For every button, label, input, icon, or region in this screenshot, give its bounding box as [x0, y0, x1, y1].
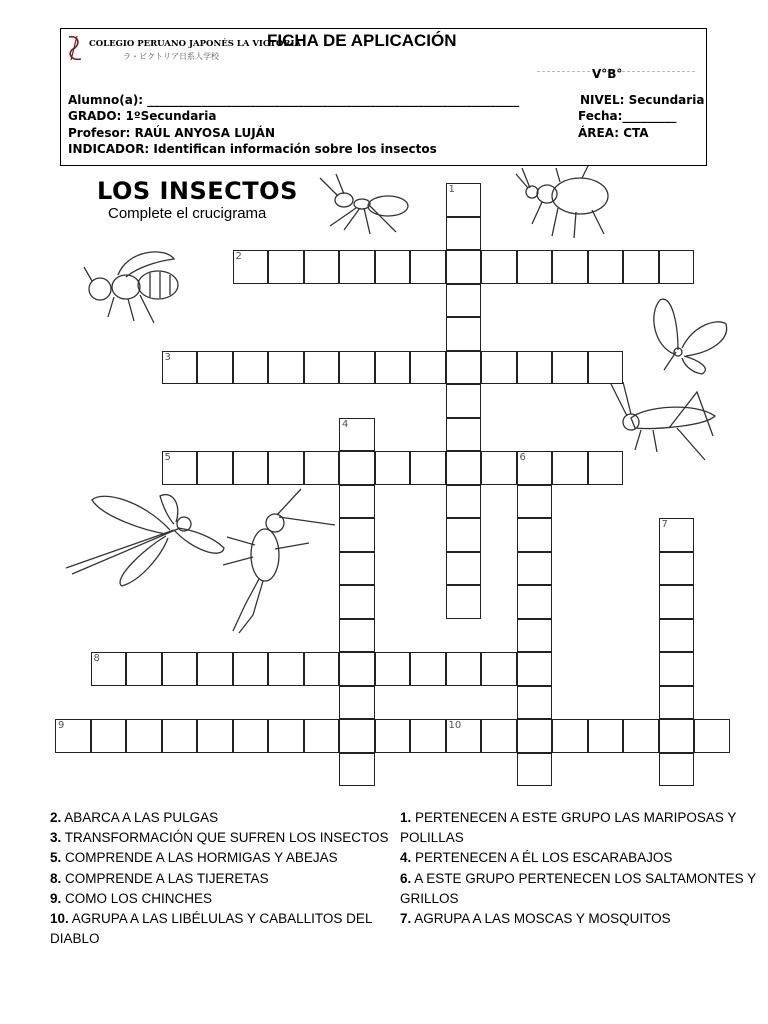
crossword-cell[interactable] — [339, 518, 375, 552]
crossword-cell[interactable] — [517, 686, 553, 720]
teacher-label: Profesor: RAÚL ANYOSA LUJÁN — [68, 126, 275, 140]
clue-line-text: POLILLAS — [400, 830, 464, 846]
school-logo-icon — [65, 33, 85, 63]
clue-line — [50, 909, 372, 929]
crossword-cell[interactable] — [659, 250, 695, 284]
crossword-cell[interactable] — [517, 250, 553, 284]
clue-line-number: 9. — [50, 890, 62, 906]
clue-line-number: 4. — [400, 850, 412, 866]
crossword-cell[interactable] — [446, 585, 482, 619]
worksheet-title: LOS INSECTOS — [97, 177, 298, 205]
crossword-cell[interactable] — [410, 351, 446, 385]
crossword-cell[interactable] — [268, 652, 304, 686]
crossword-cell[interactable] — [410, 250, 446, 284]
crossword-cell[interactable] — [446, 418, 482, 452]
crossword-cell[interactable] — [446, 485, 482, 519]
vb-label: V°B° — [592, 67, 623, 81]
ant-icon — [300, 170, 420, 240]
crossword-cell[interactable] — [659, 585, 695, 619]
clue-line-text: TRANSFORMACIÓN QUE SUFREN LOS INSECTOS — [61, 830, 389, 846]
clue-line — [400, 808, 736, 828]
date-field[interactable]: Fecha:_________ — [578, 109, 677, 123]
crossword-cell[interactable] — [126, 652, 162, 686]
butterfly-icon — [638, 294, 730, 376]
crossword-cell[interactable] — [197, 719, 233, 753]
clue-line-text: GRILLOS — [400, 890, 459, 906]
crossword-cell[interactable] — [659, 753, 695, 787]
crossword-cell[interactable] — [659, 652, 695, 686]
crossword-cell[interactable] — [446, 451, 482, 485]
beetle-icon — [512, 164, 612, 242]
crossword-cell[interactable] — [91, 719, 127, 753]
crossword-cell[interactable] — [410, 451, 446, 485]
crossword-cell[interactable] — [552, 351, 588, 385]
crossword-cell[interactable] — [339, 619, 375, 653]
clue-line — [400, 848, 672, 868]
crossword-cell[interactable] — [481, 351, 517, 385]
clue-line-number: 8. — [50, 870, 62, 886]
clue-number: 7 — [661, 519, 668, 530]
crossword-cell[interactable] — [233, 719, 269, 753]
crossword-cell[interactable] — [659, 552, 695, 586]
crossword-cell[interactable] — [481, 451, 517, 485]
clue-line-number: 6. — [400, 870, 412, 886]
crossword-cell[interactable] — [339, 753, 375, 787]
crossword-cell[interactable] — [588, 250, 624, 284]
clue-number: 2 — [235, 251, 242, 262]
crossword-cell[interactable] — [268, 351, 304, 385]
crossword-cell[interactable] — [659, 686, 695, 720]
crossword-cell[interactable] — [304, 652, 340, 686]
crossword-cell[interactable] — [446, 518, 482, 552]
clue-line-number: 1. — [400, 810, 412, 825]
crossword-cell[interactable] — [268, 719, 304, 753]
crossword-cell[interactable] — [623, 719, 659, 753]
crossword-cell[interactable] — [233, 351, 269, 385]
crossword-cell[interactable] — [446, 217, 482, 251]
crossword-cell[interactable] — [339, 351, 375, 385]
crossword-cell[interactable] — [446, 351, 482, 385]
clue-line — [50, 828, 389, 848]
clue-line-text: AGRUPA A LAS LIBÉLULAS Y CABALLITOS DEL — [68, 911, 373, 926]
crossword-cell[interactable] — [517, 351, 553, 385]
crossword-cell[interactable] — [197, 652, 233, 686]
crossword-cell[interactable] — [339, 485, 375, 519]
crossword-cell[interactable] — [339, 686, 375, 720]
clue-number: 5 — [164, 452, 171, 463]
clue-line-text: A ESTE GRUPO PERTENECEN LOS SALTAMONTES Y — [411, 870, 757, 886]
clue-line-text: DIABLO — [50, 931, 100, 947]
clue-line-text: AGRUPA A LAS MOSCAS Y MOSQUITOS — [411, 911, 671, 926]
crossword-cell[interactable] — [446, 384, 482, 418]
crossword-cell[interactable] — [517, 753, 553, 787]
crossword-cell[interactable] — [410, 652, 446, 686]
crossword-cell[interactable] — [339, 652, 375, 686]
indicator-label: INDICADOR: Identifican información sobre los insectos — [68, 142, 437, 156]
clue-line-text: COMPRENDE A LAS HORMIGAS Y ABEJAS — [61, 850, 338, 866]
crossword-cell[interactable] — [233, 451, 269, 485]
clue-line-text: COMPRENDE A LAS TIJERETAS — [61, 870, 269, 886]
crossword-cell[interactable] — [517, 619, 553, 653]
dragonfly-icon — [62, 490, 227, 590]
clue-line — [400, 909, 671, 929]
worksheet-subtitle: Complete el crucigrama — [108, 205, 267, 222]
school-name: COLEGIO PERUANO JAPONÉS LA VICTORIA — [89, 39, 302, 49]
crossword-cell[interactable] — [375, 451, 411, 485]
area-label: ÁREA: CTA — [578, 126, 649, 140]
crossword-cell[interactable] — [339, 552, 375, 586]
crossword-cell[interactable] — [552, 250, 588, 284]
clue-number: 1 — [448, 184, 455, 195]
crossword-cell[interactable] — [623, 250, 659, 284]
crossword-cell[interactable] — [446, 250, 482, 284]
clue-line-text: COMO LOS CHINCHES — [61, 890, 213, 906]
clue-number: 3 — [164, 351, 171, 363]
clue-number: 6 — [519, 452, 526, 463]
crossword-cell[interactable] — [481, 719, 517, 753]
crossword-cell[interactable] — [694, 719, 730, 753]
crossword-cell[interactable] — [481, 652, 517, 686]
crossword-cell[interactable] — [339, 585, 375, 619]
clue-line-number: 10. — [50, 911, 69, 926]
crossword-cell[interactable] — [517, 585, 553, 619]
crossword-cell[interactable] — [197, 451, 233, 485]
crossword-cell[interactable] — [375, 351, 411, 385]
earwig-icon — [205, 485, 340, 635]
clue-line-number: 2. — [50, 810, 62, 825]
clue-line-number: 7. — [400, 911, 412, 926]
crossword-cell[interactable] — [446, 284, 482, 318]
crossword-cell[interactable] — [517, 719, 553, 753]
clue-number: 4 — [342, 418, 349, 430]
clue-line — [400, 889, 459, 909]
clue-line — [400, 828, 464, 848]
level-label: NIVEL: Secundaria — [580, 93, 705, 107]
crossword-cell[interactable] — [588, 351, 624, 385]
crossword-cell[interactable] — [481, 250, 517, 284]
clue-line — [50, 889, 212, 909]
school-name-japanese: ラ・ビクトリア日系人学校 — [123, 52, 219, 61]
clue-number: 8 — [93, 653, 100, 664]
crossword-cell[interactable] — [517, 652, 553, 686]
clue-line-text: PERTENECEN A ÉL LOS ESCARABAJOS — [411, 850, 673, 866]
clue-line-text: PERTENECEN A ESTE GRUPO LAS MARIPOSAS Y — [411, 810, 737, 825]
crossword-cell[interactable] — [446, 552, 482, 586]
header-box — [60, 28, 707, 166]
crossword-cell[interactable] — [588, 451, 624, 485]
crossword-cell[interactable] — [339, 451, 375, 485]
crossword-cell[interactable] — [126, 719, 162, 753]
crossword-cell[interactable] — [517, 552, 553, 586]
crossword-cell[interactable] — [375, 250, 411, 284]
crossword-cell[interactable] — [552, 451, 588, 485]
crossword-cell[interactable] — [446, 317, 482, 351]
crossword-cell[interactable] — [339, 250, 375, 284]
clue-line-number: 3. — [50, 830, 62, 846]
crossword-cell[interactable] — [233, 652, 269, 686]
crossword-cell[interactable] — [268, 250, 304, 284]
clue-line — [50, 808, 218, 828]
clue-line — [50, 848, 338, 868]
crossword-cell[interactable] — [304, 719, 340, 753]
crossword-cell[interactable] — [659, 719, 695, 753]
crossword-cell[interactable] — [162, 719, 198, 753]
clue-number: 10 — [448, 720, 462, 731]
clue-line — [50, 869, 269, 889]
student-name-field[interactable]: Alumno(a): ______________________________________________________________ — [68, 93, 520, 107]
crossword-cell[interactable] — [410, 719, 446, 753]
crossword-cell[interactable] — [552, 719, 588, 753]
grade-label: GRADO: 1ºSecundaria — [68, 109, 217, 123]
crossword-cell[interactable] — [375, 652, 411, 686]
crossword-cell[interactable] — [162, 652, 198, 686]
crossword-cell[interactable] — [517, 485, 553, 519]
crossword-cell[interactable] — [304, 451, 340, 485]
crossword-cell[interactable] — [659, 619, 695, 653]
clue-line — [50, 929, 100, 949]
crossword-cell[interactable] — [268, 451, 304, 485]
crossword-cell[interactable] — [446, 652, 482, 686]
crossword-cell[interactable] — [197, 351, 233, 385]
page-title: FICHA DE APLICACIÓN — [267, 31, 457, 50]
crossword-cell[interactable] — [304, 351, 340, 385]
crossword-cell[interactable] — [375, 719, 411, 753]
crossword-cell[interactable] — [517, 518, 553, 552]
grasshopper-icon — [605, 380, 725, 464]
clue-line — [400, 869, 756, 889]
crossword-cell[interactable] — [304, 250, 340, 284]
bee-icon — [78, 245, 186, 327]
crossword-cell[interactable] — [339, 719, 375, 753]
clue-number: 9 — [58, 720, 65, 731]
clue-line-number: 5. — [50, 850, 62, 866]
crossword-cell[interactable] — [588, 719, 624, 753]
clue-line-text: ABARCA A LAS PULGAS — [61, 810, 219, 825]
